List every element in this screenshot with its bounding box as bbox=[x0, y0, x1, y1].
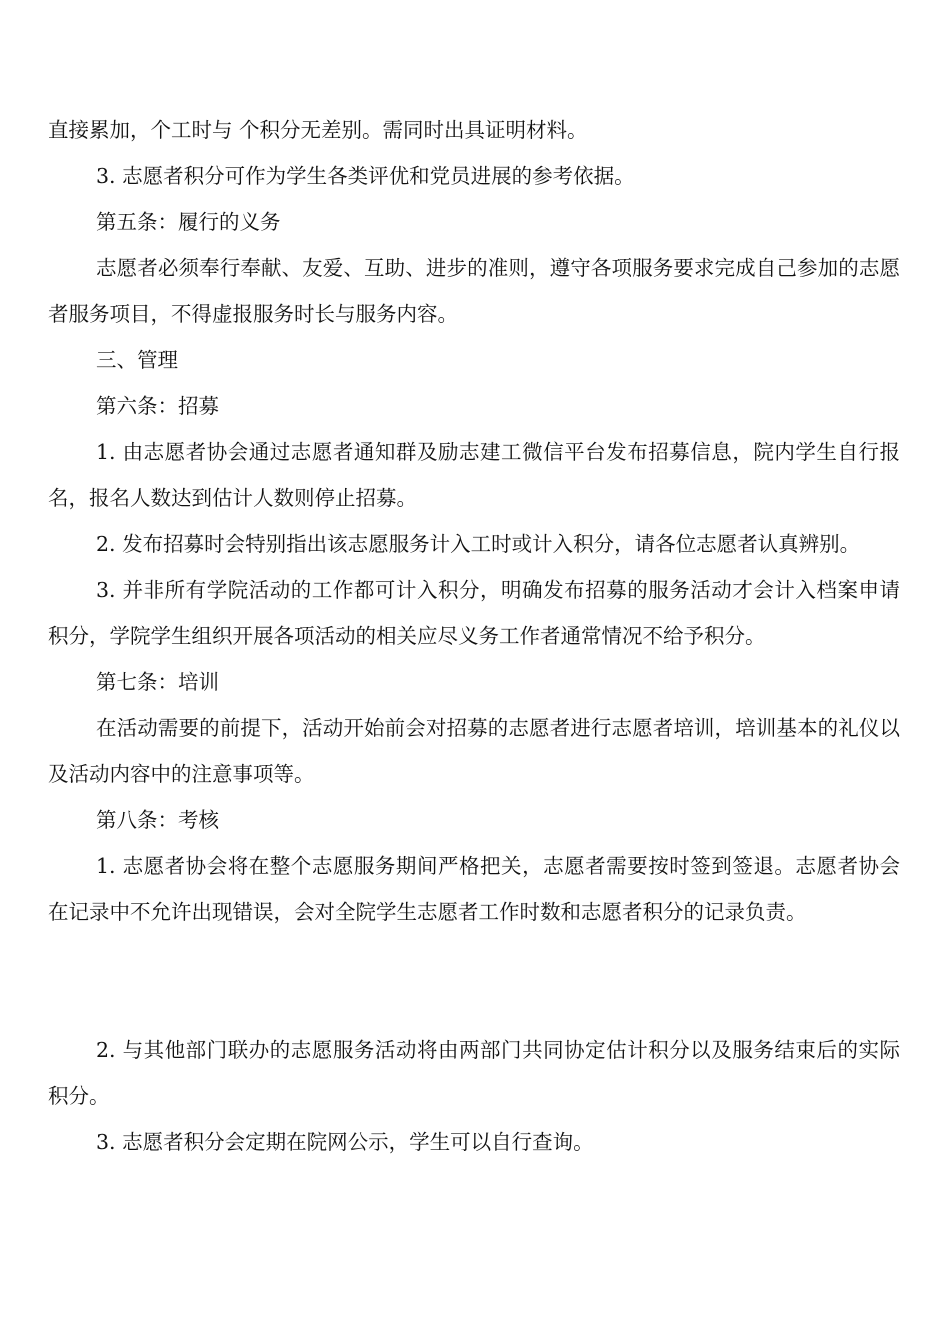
article-8-item-2: 2. 与其他部门联办的志愿服务活动将由两部门共同协定估计积分以及服务结束后的实际积分。 bbox=[48, 1038, 900, 1108]
article-6-item-2: 2. 发布招募时会特别指出该志愿服务计入工时或计入积分，请各位志愿者认真辨别。 bbox=[96, 532, 861, 556]
paragraph-continuation: 直接累加，个工时与 个积分无差别。需同时出具证明材料。 bbox=[48, 118, 588, 142]
article-8-item-3: 3. 志愿者积分会定期在院网公示，学生可以自行查询。 bbox=[96, 1130, 594, 1154]
document-page bbox=[48, 107, 900, 1165]
section-3-heading: 三、管理 bbox=[96, 348, 178, 372]
article-5-body: 志愿者必须奉行奉献、友爱、互助、进步的准则，遵守各项服务要求完成自己参加的志愿者服务项目，不得虚报服务时长与服务内容。 bbox=[48, 256, 900, 326]
article-5-heading: 第五条：履行的义务 bbox=[96, 210, 281, 234]
article-7-heading: 第七条：培训 bbox=[96, 670, 219, 694]
article-8-item-1: 1. 志愿者协会将在整个志愿服务期间严格把关，志愿者需要按时签到签退。志愿者协会在记录中不允许出现错误，会对全院学生志愿者工作时数和志愿者积分的记录负责。 bbox=[48, 854, 900, 924]
article-7-body: 在活动需要的前提下，活动开始前会对招募的志愿者进行志愿者培训，培训基本的礼仪以及活动内容中的注意事项等。 bbox=[48, 716, 900, 786]
article-6-item-1: 1. 由志愿者协会通过志愿者通知群及励志建工微信平台发布招募信息，院内学生自行报名，报名人数达到估计人数则停止招募。 bbox=[48, 440, 900, 510]
article-8-heading: 第八条：考核 bbox=[96, 808, 219, 832]
article-6-item-3: 3. 并非所有学院活动的工作都可计入积分，明确发布招募的服务活动才会计入档案申请积分，学院学生组织开展各项活动的相关应尽义务工作者通常情况不给予积分。 bbox=[48, 578, 900, 648]
article-6-heading: 第六条：招募 bbox=[96, 394, 219, 418]
paragraph-item-3: 3. 志愿者积分可作为学生各类评优和党员进展的参考依据。 bbox=[96, 164, 635, 188]
paragraph-gap bbox=[48, 935, 900, 1027]
